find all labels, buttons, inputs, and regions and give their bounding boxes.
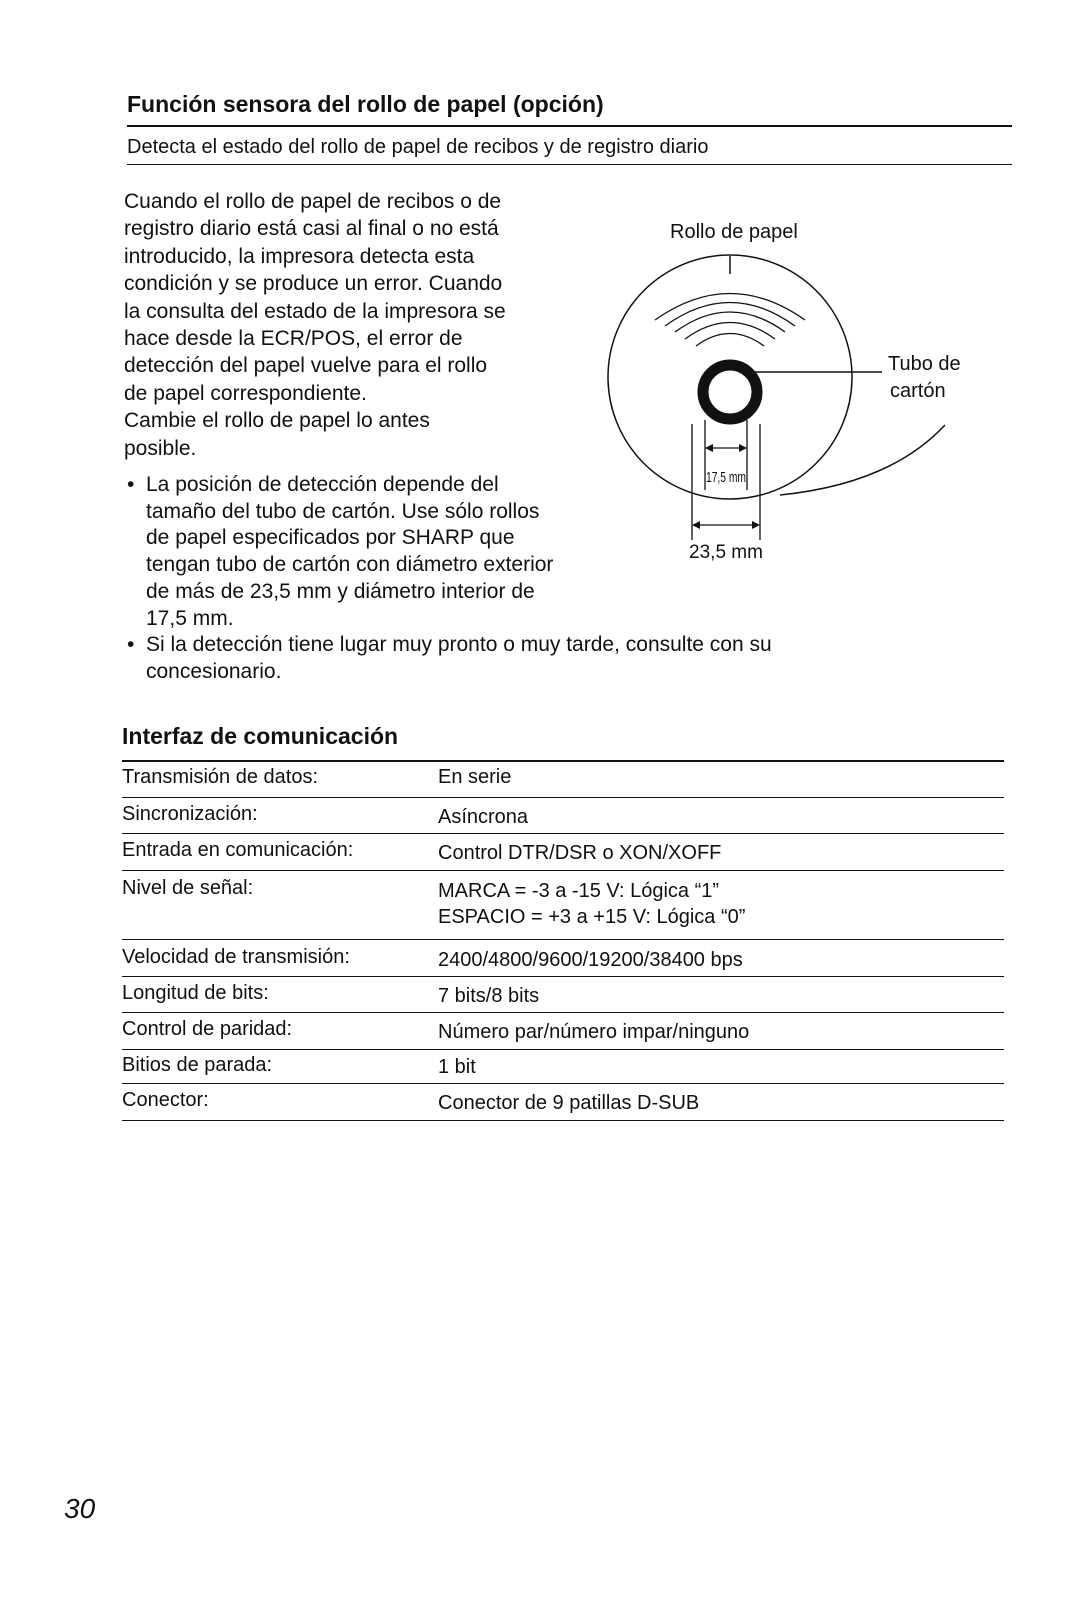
- paragraph-line: condición y se produce un error. Cuando: [124, 272, 503, 296]
- paragraph-line: posible.: [124, 436, 197, 460]
- table-row: [122, 977, 1004, 1013]
- spec-label: Conector:: [122, 1089, 209, 1111]
- table-row: [122, 1050, 1004, 1084]
- inner-dimension-label: 17,5 mm: [706, 469, 746, 486]
- spec-value: 2400/4800/9600/19200/38400 bps: [438, 949, 743, 971]
- title-rule: [127, 125, 1012, 127]
- list-item: [124, 632, 884, 685]
- table-row: [122, 940, 1004, 977]
- tube-label-line: Tubo de: [888, 353, 961, 375]
- table-row: [122, 798, 1004, 834]
- spec-value: Número par/número impar/ninguno: [438, 1021, 750, 1043]
- roll-outline: [608, 255, 852, 499]
- bullet-line: de más de 23,5 mm y diámetro interior de: [146, 579, 535, 603]
- paragraph-line: de papel correspondiente.: [124, 381, 367, 405]
- title-rule: [122, 760, 1004, 762]
- table-row: [122, 871, 1004, 940]
- spec-label: Velocidad de transmisión:: [122, 946, 350, 968]
- table-row: [122, 764, 1004, 798]
- bullet-line: La posición de detección depende del: [146, 473, 499, 496]
- arrowhead-icon: [705, 444, 713, 452]
- paper-sensor-paragraph: [124, 188, 594, 462]
- arrowhead-icon: [739, 444, 747, 452]
- paragraph-line: Cambie el rollo de papel lo antes: [124, 409, 430, 433]
- paragraph-line: hace desde la ECR/POS, el error de: [124, 327, 463, 351]
- spec-label: Transmisión de datos:: [122, 766, 319, 788]
- roll-arc: [685, 323, 775, 340]
- bullet-line: tamaño del tubo de cartón. Use sólo rollos: [146, 499, 540, 523]
- list-item: [124, 472, 616, 632]
- bullet-icon: •: [127, 473, 135, 496]
- spec-label: Nivel de señal:: [122, 877, 254, 899]
- spec-value: 7 bits/8 bits: [438, 985, 540, 1007]
- spec-label: Bitios de parada:: [122, 1054, 273, 1076]
- bullet-line: tengan tubo de cartón con diámetro exterior: [146, 553, 554, 577]
- spec-label: Longitud de bits:: [122, 982, 269, 1004]
- spec-value: MARCA = -3 a -15 V: Lógica “1” ESPACIO = +3 a +15 V: Lógica “0”: [438, 880, 746, 928]
- spec-value: Asíncrona: [438, 806, 529, 828]
- roll-label: Rollo de papel: [670, 221, 798, 243]
- spec-label: Entrada en comunicación:: [122, 839, 354, 861]
- table-row: [122, 834, 1004, 871]
- roll-arc: [655, 294, 805, 321]
- roll-arc: [696, 334, 764, 347]
- spec-value: 1 bit: [438, 1056, 476, 1078]
- interface-spec-table: [122, 764, 1004, 1121]
- spec-value: Conector de 9 patillas D-SUB: [438, 1092, 700, 1114]
- paper-roll-diagram: [600, 212, 1000, 572]
- bullet-line: de papel especificados por SHARP que: [146, 526, 515, 550]
- section-title-paper-sensor: Función sensora del rollo de papel (opción): [127, 91, 604, 117]
- arrowhead-icon: [752, 521, 760, 529]
- spec-label: Sincronización:: [122, 803, 258, 825]
- section-title-communication-interface: Interfaz de comunicación: [122, 723, 399, 749]
- arrowhead-icon: [692, 521, 700, 529]
- paper-strip-line: [780, 425, 945, 495]
- bullet-icon: •: [127, 633, 135, 657]
- paragraph-line: Cuando el rollo de papel de recibos o de: [124, 190, 502, 213]
- outer-dimension-label: 23,5 mm: [689, 542, 763, 563]
- table-row: [122, 1013, 1004, 1050]
- paragraph-line: introducido, la impresora detecta esta: [124, 244, 475, 268]
- subtitle-rule: [127, 164, 1012, 165]
- paragraph-line: detección del papel vuelve para el rollo: [124, 354, 488, 378]
- tube-label-line: cartón: [890, 380, 946, 402]
- bullet-line: Si la detección tiene lugar muy pronto o muy tarde, consulte con su: [146, 633, 772, 657]
- bullet-line: 17,5 mm.: [146, 606, 234, 630]
- paragraph-line: registro diario está casi al final o no está: [124, 217, 499, 241]
- cardboard-tube: [703, 365, 757, 419]
- spec-value: En serie: [438, 766, 512, 788]
- spec-value: Control DTR/DSR o XON/XOFF: [438, 842, 722, 864]
- paragraph-line: la consulta del estado de la impresora se: [124, 299, 506, 323]
- page-number: 30: [64, 1493, 96, 1524]
- section-subtitle: Detecta el estado del rollo de papel de recibos y de registro diario: [127, 136, 709, 158]
- table-row: [122, 1084, 1004, 1121]
- bullet-line: concesionario.: [146, 659, 282, 683]
- spec-label: Control de paridad:: [122, 1018, 293, 1040]
